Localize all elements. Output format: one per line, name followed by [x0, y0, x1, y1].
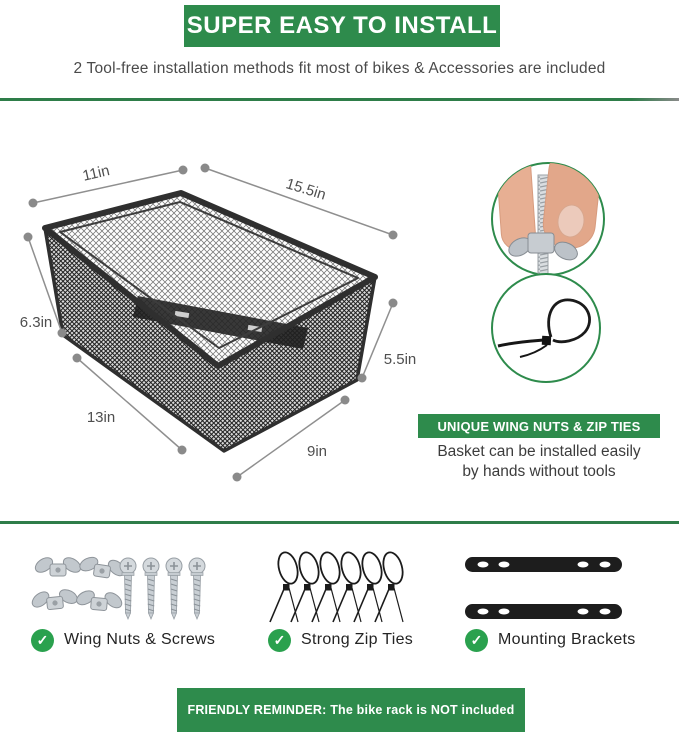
accessory-label: Wing Nuts & Screws [64, 631, 216, 648]
dimension-label-right-height: 5.5in [383, 351, 417, 368]
dimension-label-bottom-width: 9in [306, 443, 328, 460]
mounting-brackets-image [465, 557, 622, 619]
bottom-divider [0, 521, 679, 524]
feature-description-line1: Basket can be installed easily [437, 443, 641, 460]
dimension-label-bottom-length: 13in [86, 409, 116, 426]
feature-description [408, 442, 670, 482]
check-icon: ✓ [268, 629, 291, 652]
zip-ties-image [270, 550, 406, 622]
header-subtitle: 2 Tool-free installation methods fit most of bikes & Accessories are included [73, 60, 606, 77]
reminder-text: FRIENDLY REMINDER: The bike rack is NOT included [187, 703, 515, 717]
check-icon: ✓ [31, 629, 54, 652]
accessory-label: Mounting Brackets [498, 631, 636, 648]
wing-nut [528, 233, 554, 253]
wing-nuts-screws-image [28, 552, 205, 619]
reminder-banner [177, 688, 525, 732]
accessory-item-brackets [465, 628, 636, 652]
feature-description-line2: by hands without tools [462, 463, 616, 480]
feature-label [418, 414, 660, 438]
accessory-item-zip-ties [268, 628, 413, 652]
dimension-label-left-height: 6.3in [19, 314, 53, 331]
hand-wingnut-photo [492, 146, 604, 278]
dimension-label-top-width: 11in [80, 162, 112, 185]
feature-label-text: UNIQUE WING NUTS & ZIP TIES [437, 418, 641, 434]
top-divider [0, 98, 679, 101]
dimension-label-top-length: 15.5in [283, 175, 328, 204]
zip-tie-photo [492, 274, 600, 382]
accessory-label: Strong Zip Ties [301, 631, 414, 648]
header-banner [184, 5, 500, 47]
accessory-item-wing-nuts [31, 628, 215, 652]
check-icon: ✓ [465, 629, 488, 652]
header-title: SUPER EASY TO INSTALL [186, 12, 498, 39]
